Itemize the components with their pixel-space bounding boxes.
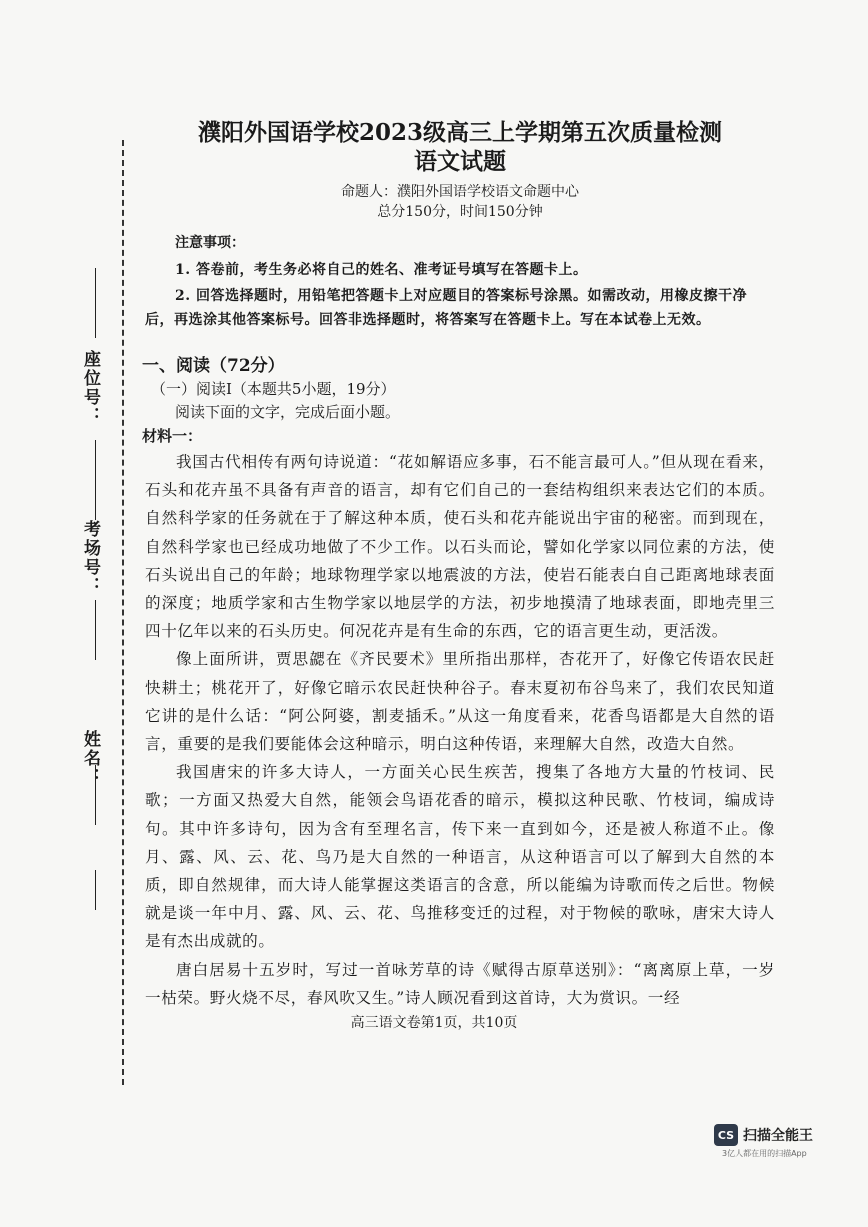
reading-instruction: 阅读下面的文字，完成后面小题。 xyxy=(175,403,401,421)
exam-score-time: 总分150分，时间150分钟 xyxy=(377,204,543,220)
exam-title: 濮阳外国语学校2023级高三上学期第五次质量检测 xyxy=(197,119,722,146)
exam-subtitle: 语文试题 xyxy=(414,148,506,175)
name-blank-line-lower xyxy=(95,765,96,825)
scanner-watermark xyxy=(714,1124,813,1146)
section-title: 一、阅读（72分） xyxy=(142,356,285,376)
page-footer: 高三语文卷第1页，共10页 xyxy=(350,1015,518,1031)
margin-blank-line xyxy=(95,870,96,910)
notice-item: 2. 回答选择题时，用铅笔把答题卡上对应题目的答案标号涂黑。如需改动，用橡皮擦干净后，再选涂其他答案标号。回答非选择题时，将答案写在答题卡上。写在本试卷上无效。 xyxy=(145,288,747,328)
passage-paragraph: 我国古代相传有两句诗说道：“花如解语应多事，石不能言最可人。”但从现在看来，石头和花卉虽不具备有声音的语言，却有它们自己的一套结构组织来表达它们的本质。自然科学家的任务就在于了解这种本质，使石头和花卉能说出宇宙的秘密。而到现在，自然科学家也已经成功地做了不少工作。以石头而论，譬如化学家以同位素的方法，使石头说出自己的年龄；地球物理学家以地震波的方法，使岩石能表白自己距离地球表面的深度；地质学家和古生物学家以地层学的方法，初步地摸清了地球表面，即地壳里三四十亿年以来的石头历史。何况花卉是有生命的东西，它的语言更生动，更活泼。 xyxy=(145,453,775,641)
seat-blank-line xyxy=(95,268,96,338)
exam-room-blank-line xyxy=(95,440,96,520)
camscanner-icon: CS xyxy=(714,1124,738,1146)
passage-paragraph: 唐白居易十五岁时，写过一首咏芳草的诗《赋得古原草送别》：“离离原上草，一岁一枯荣。野火烧不尽，春风吹又生。”诗人顾况看到这首诗，大为赏识。一经 xyxy=(145,960,775,1007)
seat-number-label: 座位号： xyxy=(80,350,100,426)
material-label: 材料一： xyxy=(142,427,203,445)
notice-item: 1. 答卷前，考生务必将自己的姓名、准考证号填写在答题卡上。 xyxy=(175,262,588,278)
subsection-title: （一）阅读Ⅰ（本题共5小题，19分） xyxy=(151,380,396,398)
name-blank-line-upper xyxy=(95,600,96,660)
notice-heading: 注意事项： xyxy=(175,235,245,251)
exam-author: 命题人：濮阳外国语学校语文命题中心 xyxy=(341,184,579,200)
scanner-app-name: 扫描全能王 xyxy=(743,1128,813,1144)
exam-room-label: 考场号： xyxy=(80,520,100,596)
binding-dashed-line xyxy=(122,140,124,1085)
passage-paragraph: 像上面所讲，贾思勰在《齐民要术》里所指出那样，杏花开了，好像它传语农民赶快耕土；桃花开了，好像它暗示农民赶快种谷子。春末夏初布谷鸟来了，我们农民知道它讲的是什么话：“阿公阿婆，割麦插禾。”从这一角度看来，花香鸟语都是大自然的语言，重要的是我们要能体会这种暗示，明白这种传语，来理解大自然，改造大自然。 xyxy=(145,650,775,754)
exam-content xyxy=(142,118,775,1012)
name-label: 姓名： xyxy=(80,730,100,787)
scanner-tagline: 3亿人都在用的扫描App xyxy=(722,1149,807,1158)
passage-paragraph: 我国唐宋的许多大诗人，一方面关心民生疾苦，搜集了各地方大量的竹枝词、民歌；一方面又热爱大自然，能领会鸟语花香的暗示，模拟这种民歌、竹枝词，编成诗句。其中许多诗句，因为含有至理名言，传下来一直到如今，还是被人称道不止。像月、露、风、云、花、鸟乃是大自然的一种语言，从这种语言可以了解到大自然的本质，即自然规律，而大诗人能掌握这类语言的含意，所以能编为诗歌而传之后世。物候就是谈一年中月、露、风、云、花、鸟推移变迁的过程，对于物候的歌咏，唐宋大诗人是有杰出成就的。 xyxy=(145,763,775,951)
